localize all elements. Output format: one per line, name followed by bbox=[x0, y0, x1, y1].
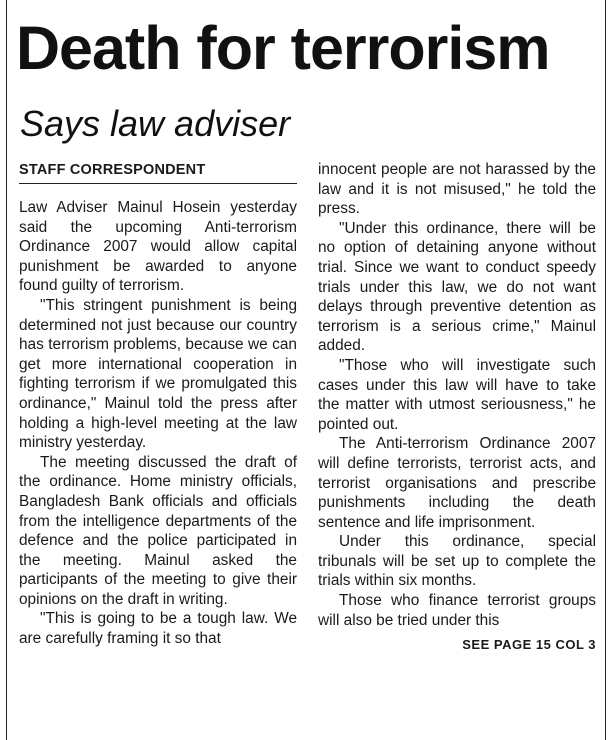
headline: Death for terrorism bbox=[16, 14, 550, 82]
article-paragraph: Law Adviser Mainul Hosein yesterday said the upcoming Anti-terrorism Ordinance 2007 would allow capital punishment be awarded to anyone found guilty of terrorism. bbox=[19, 199, 297, 295]
article-paragraph: The Anti-terrorism Ordinance 2007 will define terrorists, terrorist acts, and terrorist organisations and prescribe punishments including the death sentence and life imprisonment. bbox=[318, 435, 596, 531]
article-paragraph: "Under this ordinance, there will be no option of detaining anyone without trial. Since we want to conduct speedy trials under this law, we do not want delays through preventive detention as terrorism is a serious crime," Mainul added. bbox=[318, 219, 596, 355]
article-paragraph: innocent people are not harassed by the law and it is not misused," he told the press. bbox=[318, 161, 596, 218]
article-paragraph: The meeting discussed the draft of the ordinance. Home ministry officials, Bangladesh Bank officials and officials from the intelligence departments of the defence and the police participated in the meeting. Mainul asked the participants of the meeting to give their opinions on the draft in writing. bbox=[19, 453, 297, 608]
article-paragraph: Those who finance terrorist groups will also be tried under this bbox=[318, 592, 596, 629]
article-paragraph: Under this ordinance, special tribunals will be set up to complete the trials within six months. bbox=[318, 533, 596, 590]
article-column-right bbox=[318, 160, 596, 655]
byline: STAFF CORRESPONDENT bbox=[19, 160, 297, 184]
article-paragraph: "This stringent punishment is being determined not just because our country has terrorism problems, because we can get more international cooperation in fighting terrorism if we promulgated this ordinance," Mainul told the press after holding a high-level meeting at the law ministry yesterday. bbox=[19, 296, 297, 452]
subheadline: Says law adviser bbox=[20, 103, 291, 144]
article-column-left bbox=[19, 160, 297, 649]
article-paragraph: "Those who will investigate such cases under this law will have to take the matter with utmost seriousness," he pointed out. bbox=[318, 356, 596, 433]
continuation-jump-line[interactable]: SEE PAGE 15 COL 3 bbox=[462, 637, 596, 653]
article-paragraph: "This is going to be a tough law. We are carefully framing it so that bbox=[19, 610, 297, 648]
